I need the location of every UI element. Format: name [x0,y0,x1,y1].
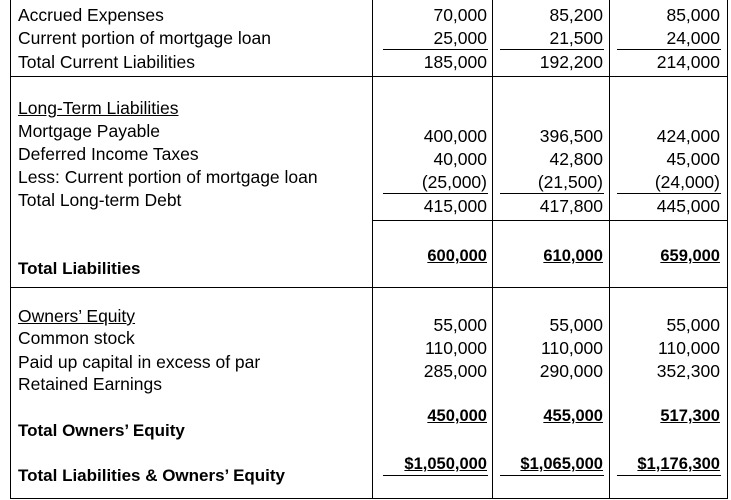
row-label: Total Liabilities & Owners’ Equity [18,466,286,485]
value-2020: (21,500) [537,172,603,192]
sum-rule [617,49,721,50]
value-2021: 45,000 [666,149,720,169]
sum-rule [383,49,488,50]
value-2020: 396,500 [539,126,603,146]
value-2021: 24,000 [666,28,720,48]
row-label: Less: Current portion of mortgage loan [18,167,318,187]
table-row [0,51,731,73]
value-2020: 21,500 [549,28,603,48]
table-row [0,27,731,49]
double-underline [500,475,604,476]
value-2020: 85,200 [549,5,603,25]
value-2020: 290,000 [539,361,603,381]
value-2021: (24,000) [654,172,720,192]
value-2019: (25,000) [421,172,487,192]
value-2021: $1,176,300 [637,455,720,473]
value-2019: 415,000 [423,196,487,216]
double-underline [617,475,721,476]
section-title: Owners’ Equity [18,306,136,326]
section-header [0,97,731,119]
row-label: Common stock [18,328,135,348]
row-label: Accrued Expenses [18,5,164,25]
value-2019: 70,000 [433,5,487,25]
table-row [0,4,731,26]
value-2019: $1,050,000 [404,455,487,473]
value-2021: 214,000 [656,52,720,72]
value-2021: 517,300 [660,407,720,425]
table-row-values [0,337,731,359]
row-label: Current portion of mortgage loan [18,28,271,48]
value-2019: 185,000 [423,52,487,72]
table-row [0,258,731,280]
value-2020: 55,000 [549,315,603,335]
value-2020: 42,800 [549,149,603,169]
value-2019: 400,000 [423,126,487,146]
value-2020: 110,000 [541,338,603,358]
value-2020: $1,065,000 [520,455,603,473]
value-2021: 445,000 [656,196,720,216]
value-2020: 610,000 [543,247,603,265]
row-label: Total Long-term Debt [18,190,182,210]
table-row-values [0,360,731,382]
value-2019: 600,000 [427,247,487,265]
value-2021: 352,300 [656,361,720,381]
row-label: Total Liabilities [18,259,141,278]
sum-rule [500,49,604,50]
value-2021: 55,000 [666,315,720,335]
row-label: Retained Earnings [18,374,162,394]
value-2020: 192,200 [539,52,603,72]
section-rule [10,287,728,288]
row-label: Mortgage Payable [18,121,161,141]
value-2019: 25,000 [433,28,487,48]
section-rule [10,76,728,77]
table-row [0,465,731,487]
section-rule [372,220,728,221]
table-row-values [0,314,731,336]
section-title: Long-Term Liabilities [18,98,179,118]
row-label: Total Current Liabilities [18,52,196,72]
value-2021: 110,000 [658,338,720,358]
table-row-values [0,195,731,217]
value-2019: 110,000 [425,338,487,358]
row-label: Paid up capital in excess of par [18,352,261,372]
value-2019: 40,000 [433,149,487,169]
table-row [0,420,731,442]
value-2019: 285,000 [423,361,487,381]
value-2019: 55,000 [433,315,487,335]
double-underline [383,475,488,476]
value-2021: 659,000 [660,247,720,265]
value-2020: 455,000 [543,407,603,425]
value-2021: 85,000 [666,5,720,25]
row-label: Total Owners’ Equity [18,421,185,440]
value-2021: 424,000 [656,126,720,146]
value-2019: 450,000 [427,407,487,425]
value-2020: 417,800 [539,196,603,216]
row-label: Deferred Income Taxes [18,144,199,164]
